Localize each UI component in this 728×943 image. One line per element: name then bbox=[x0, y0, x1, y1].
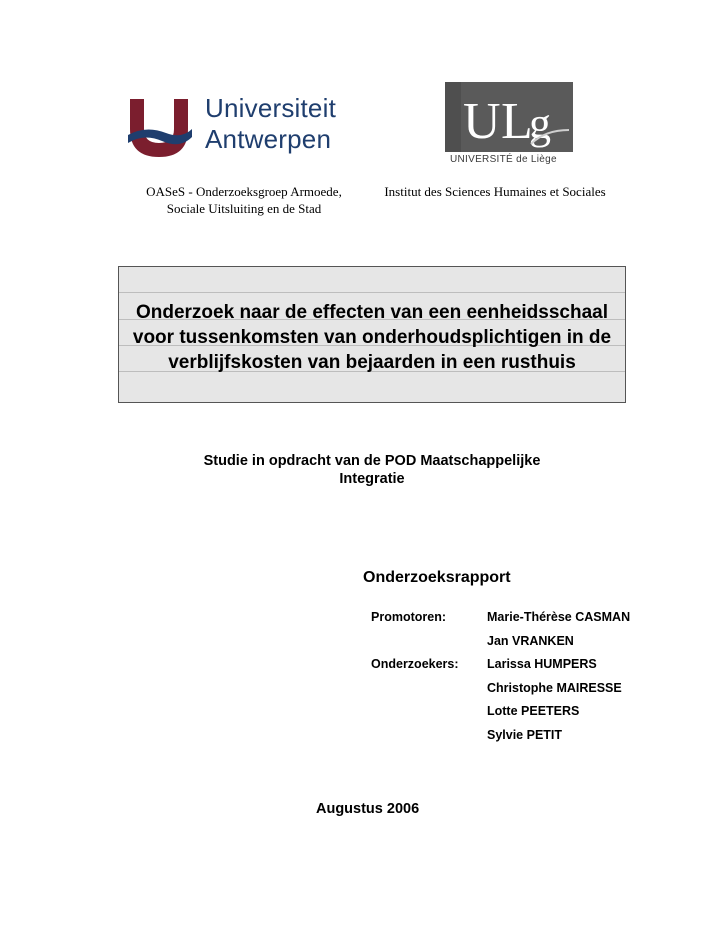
institution-left bbox=[138, 183, 350, 217]
researchers-label: Onderzoekers: bbox=[371, 657, 459, 671]
ua-name-line1: Universiteit bbox=[205, 93, 336, 123]
subtitle-line2: Integratie bbox=[339, 471, 405, 487]
title-line1: Onderzoek naar de effecten van een eenheidsschaal bbox=[135, 302, 609, 323]
promotor-name: Marie-Thérèse CASMAN bbox=[487, 610, 631, 624]
researcher-name: Sylvie PETIT bbox=[487, 728, 563, 742]
researcher-name: Larissa HUMPERS bbox=[487, 657, 597, 671]
promotor-name: Jan VRANKEN bbox=[487, 634, 574, 648]
ua-logo bbox=[126, 95, 206, 163]
svg-text:L: L bbox=[501, 93, 533, 150]
subtitle-line1: Studie in opdracht van de POD Maatschappelijke bbox=[203, 453, 541, 469]
ulg-subtitle: UNIVERSITÉ de Liège bbox=[450, 154, 557, 165]
institution-left-line1: OASeS - Onderzoeksgroep Armoede, bbox=[146, 184, 342, 199]
report-title bbox=[119, 300, 625, 375]
ua-name-line2: Antwerpen bbox=[205, 124, 332, 154]
promotors-label: Promotoren: bbox=[371, 610, 446, 624]
svg-text:U: U bbox=[463, 93, 501, 150]
title-line3: verblijfskosten van bejaarden in een rusthuis bbox=[168, 352, 576, 373]
ua-mark-icon bbox=[126, 95, 192, 161]
report-date: Augustus 2006 bbox=[316, 801, 420, 817]
commission-subtitle bbox=[120, 452, 624, 488]
researcher-name: Lotte PEETERS bbox=[487, 704, 580, 718]
title-line2: voor tussenkomsten van onderhoudsplichtigen in de bbox=[132, 327, 612, 348]
report-heading: Onderzoeksrapport bbox=[363, 569, 511, 586]
svg-text:g: g bbox=[529, 99, 551, 148]
institution-left-line2: Sociale Uitsluiting en de Stad bbox=[166, 201, 322, 216]
title-box bbox=[118, 266, 626, 403]
researcher-name: Christophe MAIRESSE bbox=[487, 681, 622, 695]
institution-right: Institut des Sciences Humaines et Sociales bbox=[384, 184, 606, 199]
